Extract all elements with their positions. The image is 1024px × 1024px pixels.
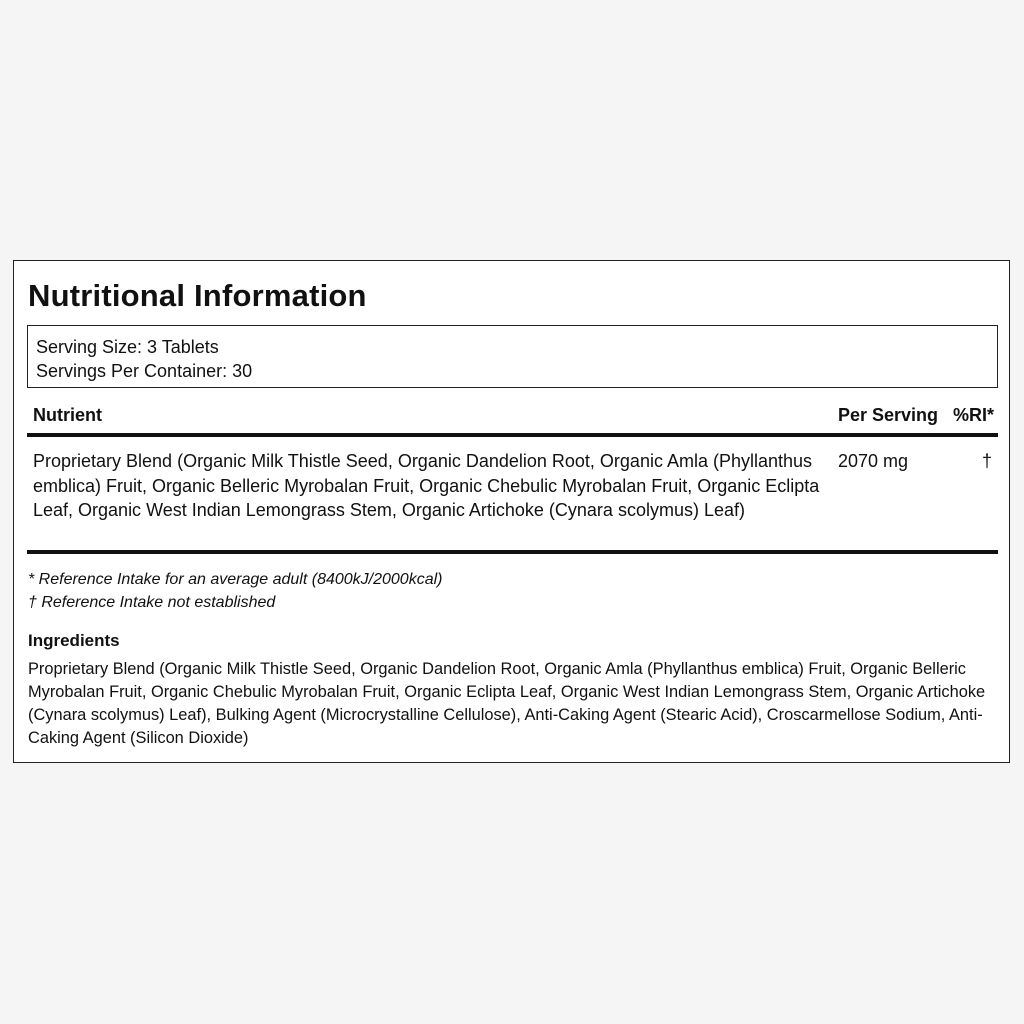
page-title: Nutritional Information	[28, 278, 367, 313]
table-row	[27, 437, 998, 554]
footnotes	[28, 568, 442, 614]
header-nutrient: Nutrient	[33, 405, 102, 425]
ingredients-text: Proprietary Blend (Organic Milk Thistle Seed, Organic Dandelion Root, Organic Amla (Phyllanthus emblica) Fruit, Organic Belleric Myrobalan Fruit, Organic Chebulic Myrobalan Fruit, Organic Eclipta Leaf, Organic West Indian Lemongrass Stem, Organic Artichoke (Cynara scolymus) Leaf), Bulking Agent (Microcrystalline Cellulose), Anti-Caking Agent (Stearic Acid), Croscarmellose Sodium, Anti-Caking Agent (Silicon Dioxide)	[28, 660, 986, 747]
ingredients-heading: Ingredients	[28, 631, 120, 650]
table-header	[27, 403, 998, 437]
servings-per-container: Servings Per Container: 30	[36, 361, 253, 381]
footnote-ri: * Reference Intake for an average adult (8400kJ/2000kcal)	[28, 571, 443, 588]
nutrient-cell: Proprietary Blend (Organic Milk Thistle Seed, Organic Dandelion Root, Organic Amla (Phyllanthus emblica) Fruit, Organic Belleric Myrobalan Fruit, Organic Chebulic Myrobalan Fruit, Organic Eclipta Leaf, Organic West Indian Lemongrass Stem, Organic Artichoke (Cynara scolymus) Leaf)	[33, 451, 820, 520]
per-serving-cell: 2070 mg	[838, 451, 909, 471]
header-ri: %RI*	[952, 405, 994, 425]
header-per-serving: Per Serving	[838, 405, 939, 425]
serving-size: Serving Size: 3 Tablets	[36, 337, 219, 357]
serving-info-box	[27, 325, 998, 388]
nutrition-panel	[13, 260, 1010, 763]
footnote-not-established: † Reference Intake not established	[28, 594, 276, 611]
ri-cell: †	[981, 451, 992, 471]
